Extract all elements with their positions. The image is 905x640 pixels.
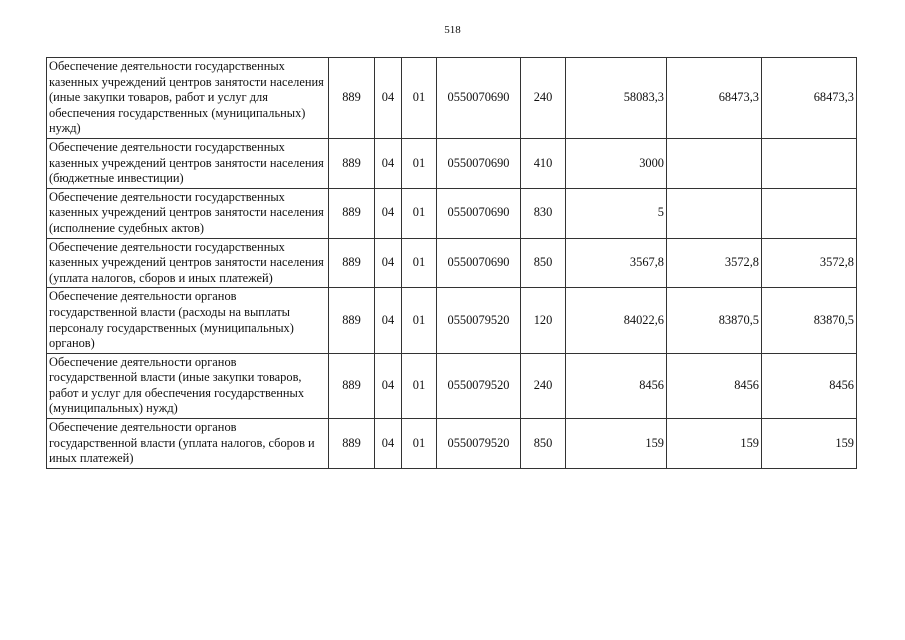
amount-year-2: 68473,3 (667, 58, 762, 139)
section-code: 04 (375, 138, 402, 188)
amount-year-3 (762, 188, 857, 238)
expense-type: 240 (521, 58, 566, 139)
subsection-code: 01 (402, 419, 437, 469)
subsection-code: 01 (402, 288, 437, 353)
target-article: 0550070690 (437, 238, 521, 288)
amount-year-1: 3567,8 (566, 238, 667, 288)
target-article: 0550070690 (437, 188, 521, 238)
table-row (47, 419, 857, 469)
amount-year-3: 8456 (762, 353, 857, 418)
table-row (47, 58, 857, 139)
expense-type: 830 (521, 188, 566, 238)
ministry-code: 889 (329, 138, 375, 188)
row-name: Обеспечение деятельности органов государственной власти (иные закупки товаров, работ и услуг для обеспечения государственных (муниципальных) нужд) (47, 353, 329, 418)
table-row (47, 138, 857, 188)
amount-year-2: 3572,8 (667, 238, 762, 288)
ministry-code: 889 (329, 419, 375, 469)
amount-year-1: 8456 (566, 353, 667, 418)
amount-year-3: 159 (762, 419, 857, 469)
budget-table (46, 57, 857, 469)
expense-type: 410 (521, 138, 566, 188)
row-name: Обеспечение деятельности органов государственной власти (расходы на выплаты персоналу государственных (муниципальных) органов) (47, 288, 329, 353)
subsection-code: 01 (402, 238, 437, 288)
amount-year-1: 159 (566, 419, 667, 469)
amount-year-2 (667, 138, 762, 188)
amount-year-2: 83870,5 (667, 288, 762, 353)
expense-type: 120 (521, 288, 566, 353)
amount-year-1: 5 (566, 188, 667, 238)
section-code: 04 (375, 188, 402, 238)
target-article: 0550079520 (437, 353, 521, 418)
table-row (47, 188, 857, 238)
section-code: 04 (375, 419, 402, 469)
section-code: 04 (375, 353, 402, 418)
subsection-code: 01 (402, 138, 437, 188)
subsection-code: 01 (402, 58, 437, 139)
subsection-code: 01 (402, 353, 437, 418)
target-article: 0550079520 (437, 419, 521, 469)
table-row (47, 238, 857, 288)
expense-type: 850 (521, 238, 566, 288)
section-code: 04 (375, 238, 402, 288)
row-name: Обеспечение деятельности государственных казенных учреждений центров занятости населения (исполнение судебных актов) (47, 188, 329, 238)
amount-year-2: 159 (667, 419, 762, 469)
ministry-code: 889 (329, 58, 375, 139)
row-name: Обеспечение деятельности органов государственной власти (уплата налогов, сборов и иных платежей) (47, 419, 329, 469)
amount-year-1: 3000 (566, 138, 667, 188)
row-name: Обеспечение деятельности государственных казенных учреждений центров занятости населения (бюджетные инвестиции) (47, 138, 329, 188)
amount-year-3: 68473,3 (762, 58, 857, 139)
amount-year-1: 84022,6 (566, 288, 667, 353)
amount-year-3: 83870,5 (762, 288, 857, 353)
expense-type: 240 (521, 353, 566, 418)
table-row (47, 353, 857, 418)
amount-year-2 (667, 188, 762, 238)
amount-year-2: 8456 (667, 353, 762, 418)
target-article: 0550070690 (437, 138, 521, 188)
ministry-code: 889 (329, 288, 375, 353)
table-row (47, 288, 857, 353)
ministry-code: 889 (329, 353, 375, 418)
page-number: 518 (444, 24, 461, 36)
ministry-code: 889 (329, 188, 375, 238)
section-code: 04 (375, 58, 402, 139)
section-code: 04 (375, 288, 402, 353)
amount-year-3 (762, 138, 857, 188)
expense-type: 850 (521, 419, 566, 469)
row-name: Обеспечение деятельности государственных казенных учреждений центров занятости населения (иные закупки товаров, работ и услуг для обеспечения государственных (муниципальных) нужд) (47, 58, 329, 139)
amount-year-1: 58083,3 (566, 58, 667, 139)
ministry-code: 889 (329, 238, 375, 288)
target-article: 0550070690 (437, 58, 521, 139)
amount-year-3: 3572,8 (762, 238, 857, 288)
target-article: 0550079520 (437, 288, 521, 353)
row-name: Обеспечение деятельности государственных казенных учреждений центров занятости населения (уплата налогов, сборов и иных платежей) (47, 238, 329, 288)
subsection-code: 01 (402, 188, 437, 238)
